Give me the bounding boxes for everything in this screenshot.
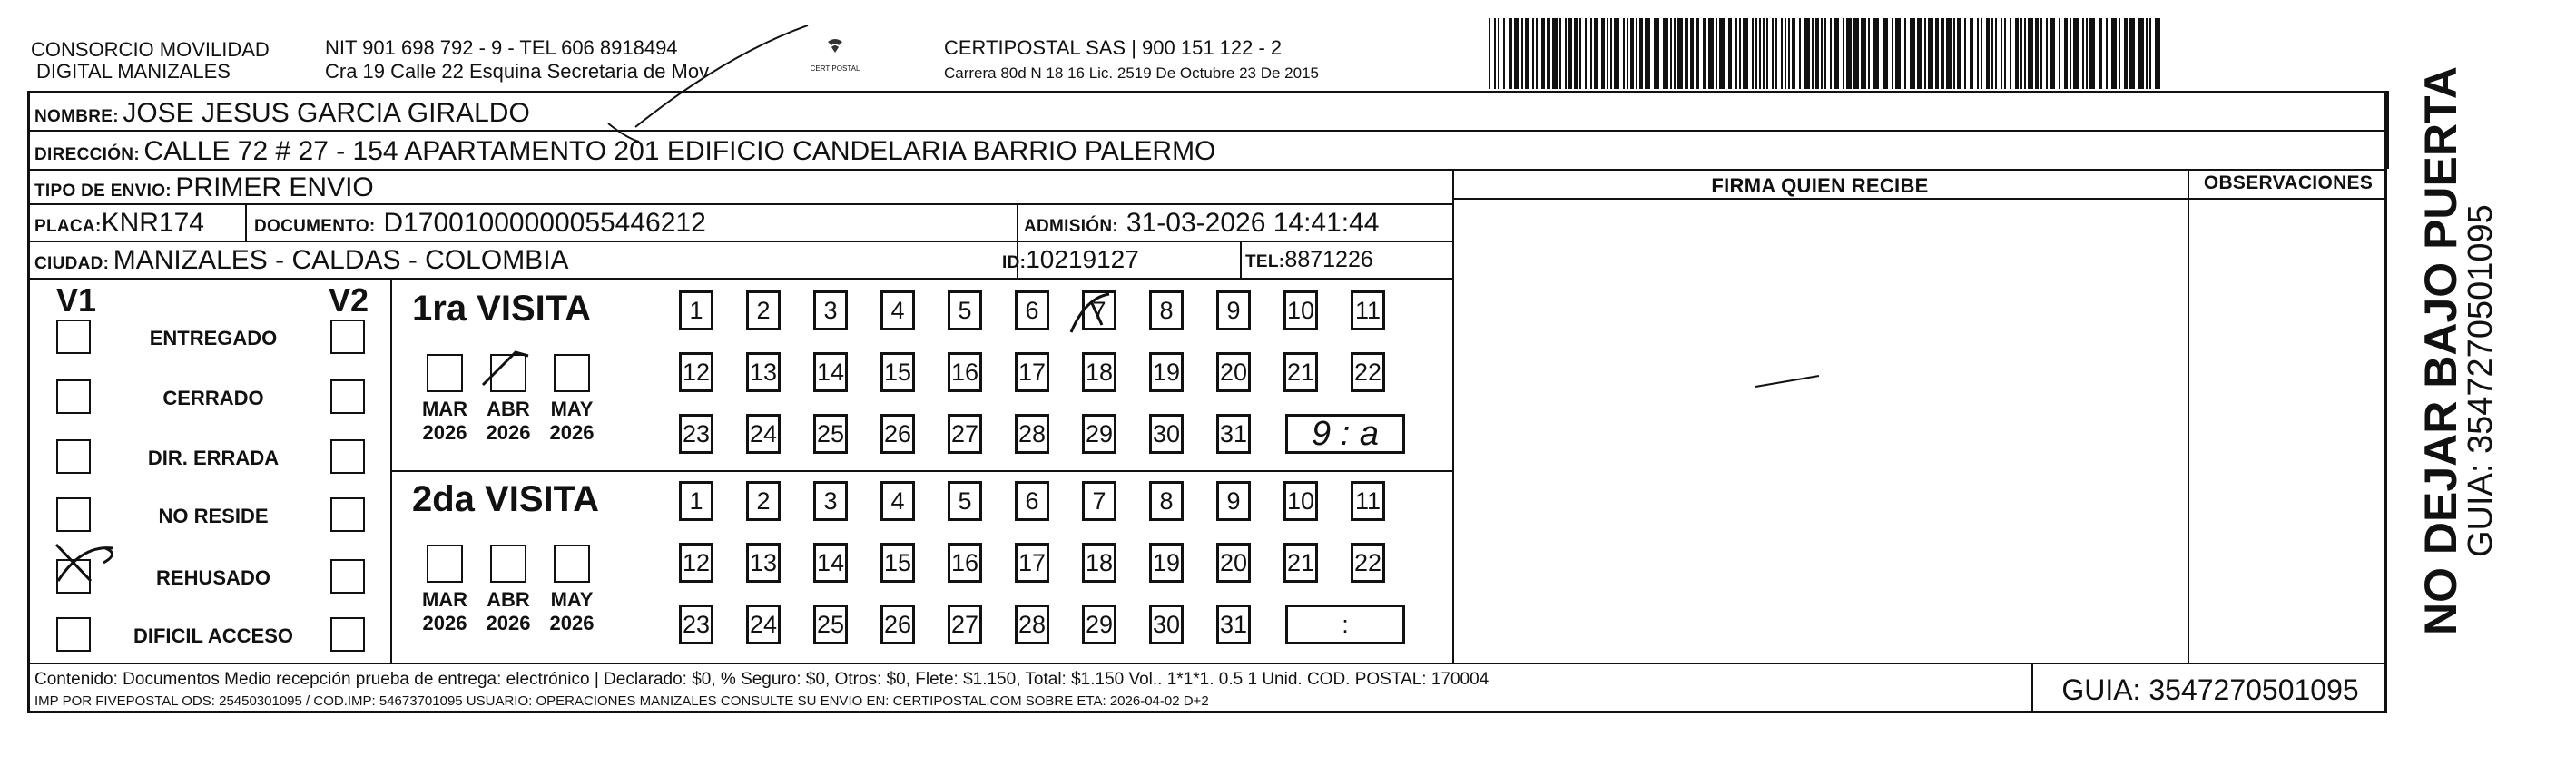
day-box[interactable]: 30 [1149, 414, 1184, 454]
shipping-type-value: PRIMER ENVIO [175, 172, 374, 202]
month-label [418, 398, 472, 445]
company-nit: NIT 901 698 792 - 9 - TEL 606 8918494 [325, 36, 678, 59]
day-box[interactable]: 22 [1351, 543, 1385, 583]
day-box[interactable]: 28 [1015, 605, 1049, 644]
day-box[interactable]: 28 [1015, 414, 1049, 454]
day-box[interactable]: 20 [1216, 352, 1251, 392]
month-year: 2026 [486, 612, 531, 634]
month-year: 2026 [486, 421, 531, 444]
month-checkbox[interactable] [427, 545, 463, 583]
month-checkbox[interactable] [490, 545, 526, 583]
v2-checkbox[interactable] [330, 439, 365, 474]
day-box[interactable]: 31 [1216, 605, 1251, 644]
day-box[interactable]: 12 [679, 352, 713, 392]
status-label: NO RESIDE [158, 505, 269, 527]
v1-label: V1 [56, 281, 97, 319]
v2-checkbox[interactable] [330, 617, 365, 652]
day-box[interactable]: 19 [1149, 543, 1184, 583]
day-box[interactable]: 16 [948, 352, 982, 392]
day-box[interactable]: 15 [880, 543, 915, 583]
day-box[interactable]: 13 [746, 543, 781, 583]
certipostal-info: CERTIPOSTAL SAS | 900 151 122 - 2 [944, 36, 1283, 59]
day-box[interactable]: 10 [1283, 481, 1318, 521]
day-box[interactable]: 22 [1351, 352, 1385, 392]
month-label [545, 588, 599, 635]
day-box[interactable]: 2 [746, 481, 781, 521]
day-box[interactable]: 7 [1082, 290, 1116, 330]
v2-checkbox[interactable] [330, 320, 365, 354]
month-name: MAY [550, 588, 594, 611]
recipient-name-row [34, 98, 530, 129]
plate-label: PLACA: [34, 217, 102, 236]
day-box[interactable]: 24 [746, 605, 781, 644]
company-address: Cra 19 Calle 22 Esquina Secretaria de Mov [325, 60, 710, 83]
day-box[interactable]: 3 [813, 481, 848, 521]
day-box[interactable]: 9 [1216, 290, 1251, 330]
rehusado-checkmark [49, 536, 131, 590]
recipient-address-row [34, 136, 1215, 167]
admission-label: ADMISIÓN: [1024, 217, 1119, 236]
day-box[interactable]: 29 [1082, 414, 1116, 454]
month-name: ABR [487, 588, 530, 611]
side-guide: GUIA: 3547270501095 [2462, 204, 2500, 557]
visit-title: 1ra VISITA [412, 289, 592, 329]
day-box[interactable]: 26 [880, 605, 915, 644]
month-label [481, 398, 536, 445]
day-box[interactable]: 14 [813, 543, 848, 583]
city-label: CIUDAD: [34, 254, 110, 273]
day-box[interactable]: 11 [1351, 481, 1385, 521]
v1-checkbox[interactable] [56, 617, 91, 652]
day-box[interactable]: 19 [1149, 352, 1184, 392]
day-box[interactable]: 12 [679, 543, 713, 583]
day-box[interactable]: 8 [1149, 290, 1184, 330]
document-value: D17001000000055446212 [383, 208, 706, 238]
month-name: MAR [421, 588, 468, 611]
day-box[interactable]: 30 [1149, 605, 1184, 644]
status-label: REHUSADO [156, 566, 270, 589]
month-label [418, 588, 472, 635]
day-box[interactable]: 18 [1082, 543, 1116, 583]
v1-checkbox[interactable] [56, 379, 91, 414]
day-box[interactable]: 14 [813, 352, 848, 392]
status-label: ENTREGADO [149, 327, 278, 349]
day-box[interactable]: 8 [1149, 481, 1184, 521]
footer-imp: IMP POR FIVEPOSTAL ODS: 25450301095 / COD.IMP: 54673701095 USUARIO: OPERACIONES MANIZALES CONSULTE SU ENVIO EN: CERTIPOSTAL.COM SOBRE ETA: 2026-04-02 D+2 [34, 693, 1209, 709]
id-value: 10219127 [1026, 245, 1139, 273]
tel-value: 8871226 [1284, 247, 1373, 272]
shipping-type-label: TIPO DE ENVIO: [34, 182, 172, 201]
day-box[interactable]: 3 [813, 290, 848, 330]
month-name: MAY [550, 398, 594, 420]
v2-checkbox[interactable] [330, 379, 365, 414]
day-box[interactable]: 24 [746, 414, 781, 454]
plate-field [34, 208, 204, 239]
day-box[interactable]: 9 [1216, 481, 1251, 521]
city-field [34, 245, 569, 276]
v1-checkbox[interactable] [56, 320, 91, 354]
observations-header: OBSERVACIONES [2203, 172, 2374, 193]
status-label: DIFICIL ACCESO [133, 624, 293, 647]
id-label: ID: [1002, 253, 1027, 272]
day-box[interactable]: 15 [880, 352, 915, 392]
month-checkbox[interactable] [554, 354, 590, 392]
barcode [1489, 18, 2160, 89]
day-box[interactable]: 21 [1283, 543, 1318, 583]
month-label [481, 588, 536, 635]
certipostal-logo-text: CERTIPOSTAL [810, 64, 860, 73]
day-box[interactable]: 16 [948, 543, 982, 583]
month-checkbox[interactable] [554, 545, 590, 583]
shipping-type-row [34, 172, 374, 203]
document-label: DOCUMENTO: [254, 217, 376, 236]
tel-label: TEL: [1245, 252, 1285, 271]
month-year: 2026 [422, 612, 467, 634]
name-value: JOSE JESUS GARCIA GIRALDO [123, 98, 530, 128]
day-box[interactable]: 17 [1015, 543, 1049, 583]
day-box[interactable]: 26 [880, 414, 915, 454]
v1-checkbox[interactable] [56, 439, 91, 474]
day-box[interactable]: 27 [948, 414, 982, 454]
signature-area[interactable] [1454, 200, 2186, 661]
day-box[interactable]: 6 [1015, 290, 1049, 330]
plate-value: KNR174 [101, 208, 204, 238]
observations-area[interactable] [2189, 200, 2385, 661]
v2-checkbox[interactable] [330, 497, 365, 532]
tel-field [1245, 247, 1373, 273]
time-field[interactable]: : [1285, 605, 1405, 644]
day-box[interactable]: 4 [880, 290, 915, 330]
day-box[interactable]: 2 [746, 290, 781, 330]
status-label: DIR. ERRADA [147, 447, 280, 469]
day-box[interactable]: 5 [948, 481, 982, 521]
signature-header: FIRMA QUIEN RECIBE [1711, 174, 1929, 197]
v1-checkbox[interactable] [56, 497, 91, 532]
month-year: 2026 [549, 612, 595, 634]
city-value: MANIZALES - CALDAS - COLOMBIA [113, 245, 569, 275]
day-box[interactable]: 7 [1082, 481, 1116, 521]
day-box[interactable]: 10 [1283, 290, 1318, 330]
certipostal-license: Carrera 80d N 18 16 Lic. 2519 De Octubre 23 De 2015 [944, 64, 1319, 82]
day-box[interactable]: 31 [1216, 414, 1251, 454]
address-value: CALLE 72 # 27 - 154 APARTAMENTO 201 EDIFICIO CANDELARIA BARRIO PALERMO [143, 136, 1216, 166]
month-year: 2026 [549, 421, 595, 444]
day-box[interactable]: 20 [1216, 543, 1251, 583]
company-name-line2: DIGITAL MANIZALES [36, 60, 231, 83]
admission-value: 31-03-2026 14:41:44 [1126, 208, 1380, 238]
day-box[interactable]: 1 [679, 290, 713, 330]
footer-content: Contenido: Documentos Medio recepción prueba de entrega: electrónico | Declarado: $0, % Seguro: $0, Otros: $0, Flete: $1.150, Total: $1.150 Vol.. 1*1*1. 0.5 1 Unid. COD. POSTAL: 170004 [34, 670, 1490, 689]
day-7-mark [1064, 289, 1118, 343]
document-field [254, 208, 706, 239]
day-box[interactable]: 23 [679, 605, 713, 644]
month-name: ABR [487, 398, 530, 420]
abr-month-mark [479, 349, 534, 394]
id-field [1002, 245, 1139, 274]
name-label: NOMBRE: [34, 107, 119, 126]
day-box[interactable]: 25 [813, 414, 848, 454]
time-field[interactable]: 9 : a [1285, 414, 1405, 454]
day-box[interactable]: 5 [948, 290, 982, 330]
day-box[interactable]: 27 [948, 605, 982, 644]
day-box[interactable]: 25 [813, 605, 848, 644]
v2-checkbox[interactable] [330, 559, 365, 594]
month-checkbox[interactable] [427, 354, 463, 392]
month-label [545, 398, 599, 445]
admission-field [1024, 208, 1380, 239]
month-name: MAR [421, 398, 468, 420]
footer-guide: GUIA: 3547270501095 [2061, 673, 2359, 706]
status-label: CERRADO [162, 387, 264, 409]
day-box[interactable]: 29 [1082, 605, 1116, 644]
visit-title: 2da VISITA [412, 479, 599, 519]
month-year: 2026 [422, 421, 467, 444]
v2-label: V2 [329, 281, 369, 319]
day-box[interactable]: 13 [746, 352, 781, 392]
day-box[interactable]: 17 [1015, 352, 1049, 392]
day-box[interactable]: 4 [880, 481, 915, 521]
signature-mark [1752, 372, 1824, 390]
day-box[interactable]: 21 [1283, 352, 1318, 392]
address-label: DIRECCIÓN: [34, 145, 140, 164]
day-box[interactable]: 11 [1351, 290, 1385, 330]
day-box[interactable]: 18 [1082, 352, 1116, 392]
day-box[interactable]: 6 [1015, 481, 1049, 521]
day-box[interactable]: 23 [679, 414, 713, 454]
side-notice: NO DEJAR BAJO PUERTA [2415, 66, 2466, 635]
day-box[interactable]: 1 [679, 481, 713, 521]
company-name-line1: CONSORCIO MOVILIDAD [31, 38, 270, 61]
